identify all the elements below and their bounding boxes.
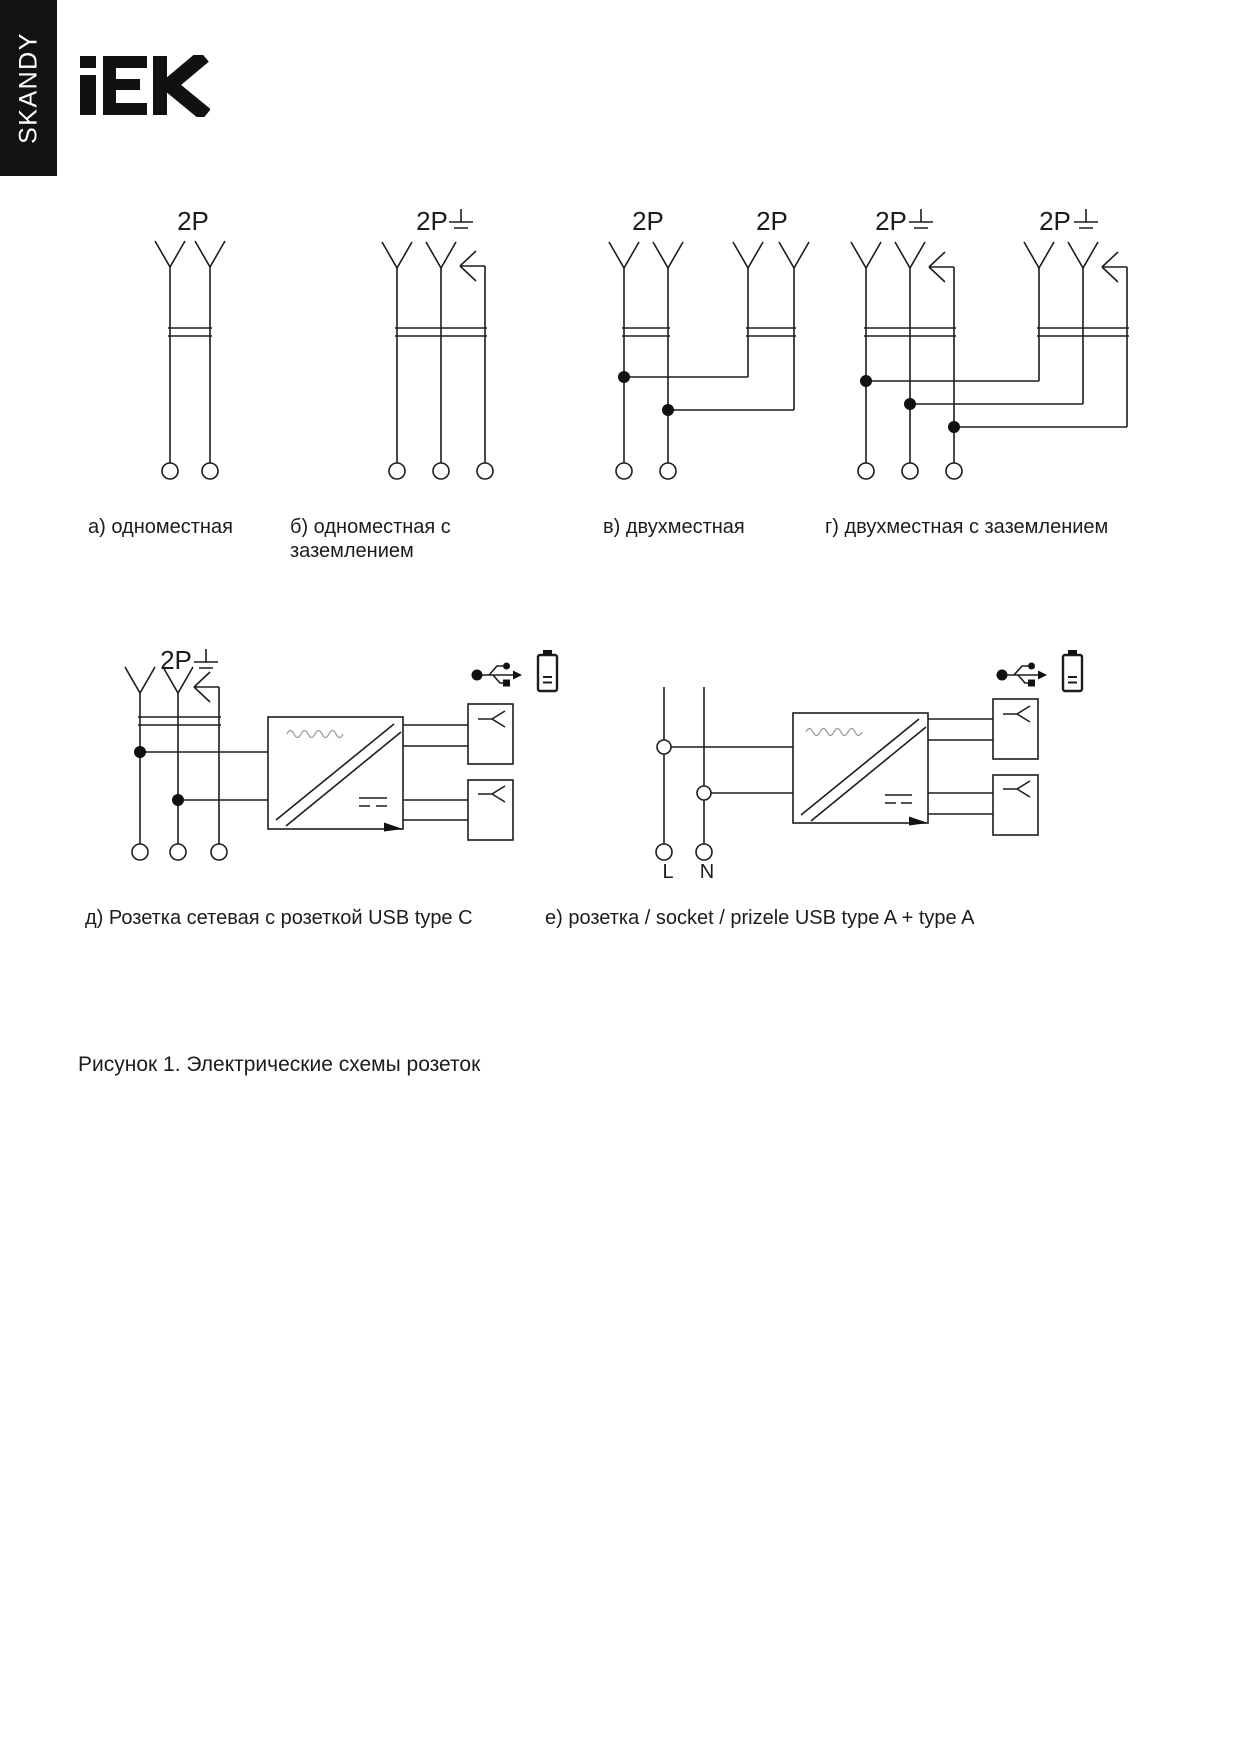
terminal-circle (162, 463, 178, 479)
junction-dot (134, 746, 146, 758)
socket-contact-icon (851, 242, 881, 268)
junction-dot (662, 404, 674, 416)
socket-body-bars (168, 328, 212, 336)
label-2p-b: 2P (416, 206, 448, 236)
socket-body-bars (746, 328, 796, 336)
socket-contact-icon (779, 242, 809, 268)
socket-body-bars (138, 717, 221, 725)
caption-b-line1: б) одноместная с (290, 516, 451, 538)
label-2p-g1: 2P (875, 206, 907, 236)
direction-arrow-icon (384, 823, 403, 832)
diagram-b-single-socket-grounded (382, 206, 493, 479)
usb-icon (997, 663, 1048, 687)
acdc-converter-box (793, 713, 928, 826)
usb-output-box (468, 704, 513, 764)
junction-dot (618, 371, 630, 383)
caption-a: а) одноместная (88, 516, 233, 538)
ground-contact-arrow-icon (460, 251, 485, 281)
wires-to-converter (140, 752, 268, 800)
caption-v: в) двухместная (603, 516, 745, 538)
figure-caption: Рисунок 1. Электрические схемы розеток (78, 1053, 481, 1076)
diagram-e-usb-a-plus-a (656, 650, 1082, 883)
caption-e: е) розетка / socket / prizele USB type A + type A (545, 907, 975, 929)
socket-contact-icon (426, 242, 456, 268)
ground-contact-arrow-icon (1102, 252, 1127, 282)
terminal-circle (616, 463, 632, 479)
usb-output-box (468, 780, 513, 840)
label-2p-v2: 2P (756, 206, 788, 236)
acdc-converter-box (268, 717, 403, 832)
terminal-circle (202, 463, 218, 479)
junction-circle (657, 740, 671, 754)
label-2p-a: 2P (177, 206, 209, 236)
socket-body-bars (622, 328, 670, 336)
ac-wave-icon (287, 731, 343, 738)
dc-symbol-icon (359, 798, 387, 806)
dc-symbol-icon (885, 795, 912, 803)
caption-d: д) Розетка сетевая с розеткой USB type C (85, 907, 473, 929)
diagram-a-single-socket (155, 206, 225, 479)
label-2p-g2: 2P (1039, 206, 1071, 236)
branch-wires (624, 377, 794, 410)
earth-ground-icon (449, 209, 473, 228)
earth-ground-icon (1074, 209, 1098, 228)
terminal-circle (656, 844, 672, 860)
label-2p-d: 2P (160, 645, 192, 675)
terminal-circle (389, 463, 405, 479)
socket-contact-icon (609, 242, 639, 268)
diagram-v-double-socket (609, 206, 809, 479)
socket-contact-icon (733, 242, 763, 268)
junction-dot (948, 421, 960, 433)
socket-contact-icon (1003, 781, 1030, 797)
terminal-circle (211, 844, 227, 860)
wires-to-converter (664, 747, 793, 793)
terminal-circle (696, 844, 712, 860)
battery-icon (538, 650, 557, 691)
terminal-circle (433, 463, 449, 479)
brand-vertical-text: SKANDY (14, 32, 42, 144)
ground-contact-arrow-icon (194, 672, 219, 702)
socket-contact-icon (478, 786, 505, 802)
socket-contact-icon (653, 242, 683, 268)
ground-contact-arrow-icon (929, 252, 954, 282)
usb-output-box (993, 699, 1038, 759)
socket-contact-icon (125, 667, 155, 693)
socket-contact-icon (1003, 706, 1030, 722)
junction-dot (904, 398, 916, 410)
diagram-g-double-socket-grounded (851, 206, 1129, 479)
socket-contact-icon (895, 242, 925, 268)
socket-contact-icon (478, 711, 505, 727)
diagram-d-socket-usb-c (125, 645, 557, 860)
junction-circle (697, 786, 711, 800)
terminal-circle (902, 463, 918, 479)
direction-arrow-icon (909, 817, 928, 826)
terminal-circle (660, 463, 676, 479)
terminal-circle (858, 463, 874, 479)
battery-icon (1063, 650, 1082, 691)
earth-ground-icon (194, 649, 218, 668)
caption-g: г) двухместная с заземлением (825, 516, 1109, 538)
earth-ground-icon (909, 209, 933, 228)
junction-dot (860, 375, 872, 387)
socket-contact-icon (1068, 242, 1098, 268)
terminal-label-l: L (662, 861, 674, 883)
ac-wave-icon (806, 729, 862, 736)
terminal-label-n: N (699, 861, 715, 883)
terminal-circle (946, 463, 962, 479)
usb-output-wires (928, 719, 993, 814)
usb-output-wires (403, 725, 468, 820)
junction-dot (172, 794, 184, 806)
terminal-circle (170, 844, 186, 860)
terminal-circle (477, 463, 493, 479)
socket-contact-icon (155, 241, 185, 267)
caption-b-line2: заземлением (290, 540, 414, 562)
socket-contact-icon (382, 242, 412, 268)
usb-output-box (993, 775, 1038, 835)
socket-contact-icon (1024, 242, 1054, 268)
label-2p-v1: 2P (632, 206, 664, 236)
terminal-circle (132, 844, 148, 860)
socket-contact-icon (195, 241, 225, 267)
usb-icon (472, 663, 523, 687)
